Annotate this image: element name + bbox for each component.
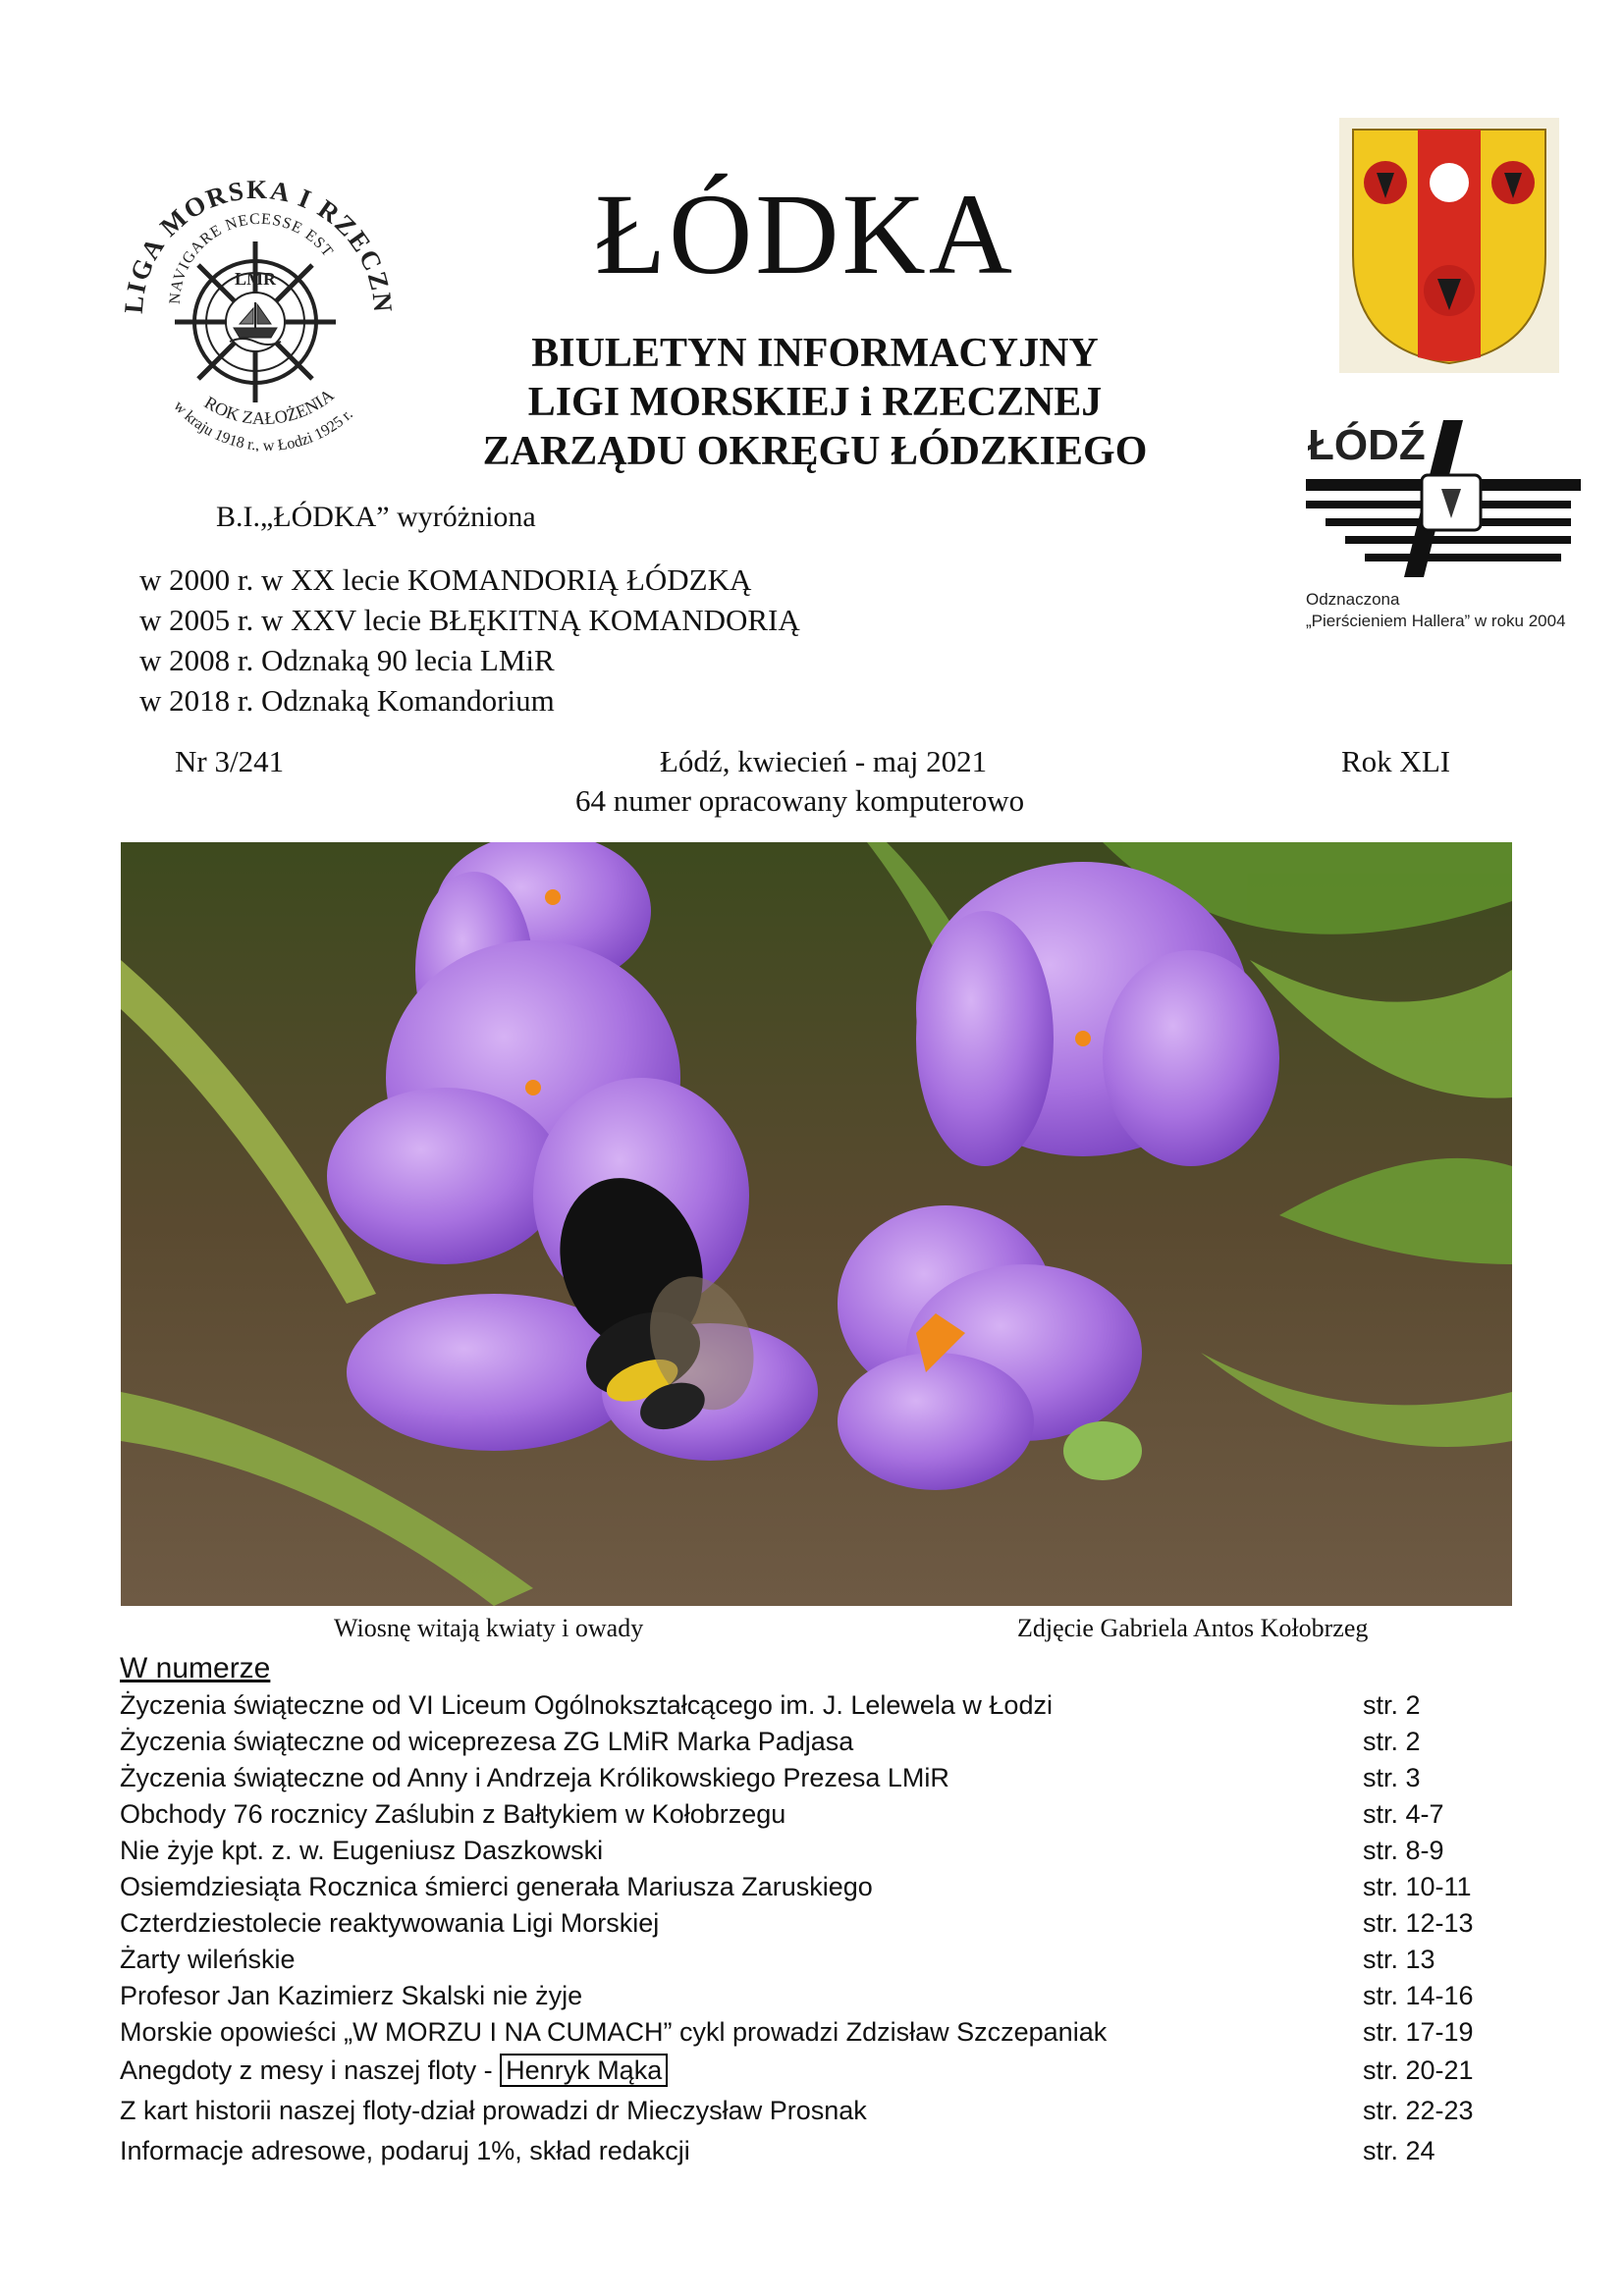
lodz-logo-city: ŁÓDŹ xyxy=(1308,421,1426,469)
issue-number: Nr 3/241 xyxy=(175,744,285,778)
contents-page: str. 13 xyxy=(1363,1945,1435,1974)
award-heading: B.I.„ŁÓDKA” wyróżniona xyxy=(216,501,536,533)
publication-title: ŁÓDKA xyxy=(595,170,1015,298)
issue-place-date: Łódź, kwiecień - maj 2021 xyxy=(660,744,988,778)
contents-title: Żarty wileńskie xyxy=(120,1945,296,1974)
award-item: w 2000 r. w XX lecie KOMANDORIĄ ŁÓDZKĄ xyxy=(139,562,752,597)
logo-motto: NAVIGARE NECESSE EST xyxy=(166,210,337,305)
award-item: w 2018 r. Odznaką Komandorium xyxy=(139,683,555,718)
contents-page: str. 17-19 xyxy=(1363,2017,1474,2047)
publication-subtitle xyxy=(373,329,1257,476)
issue-subline: 64 numer opracowany komputerowo xyxy=(575,783,1025,818)
contents-row xyxy=(120,2131,1494,2171)
contents-row xyxy=(120,1905,1494,1942)
contents-page: str. 8-9 xyxy=(1363,1836,1444,1865)
contents-title: Profesor Jan Kazimierz Skalski nie żyje xyxy=(120,1981,583,2010)
contents-row xyxy=(120,1978,1494,2014)
contents-row xyxy=(120,1796,1494,1833)
contents-row xyxy=(120,2014,1494,2051)
contents-row xyxy=(120,2051,1494,2091)
contents-title: Osiemdziesiąta Rocznica śmierci generała Mariusza Zaruskiego xyxy=(120,1872,873,1901)
award-item: w 2005 r. w XXV lecie BŁĘKITNĄ KOMANDORIĄ xyxy=(139,603,800,637)
contents-page: str. 4-7 xyxy=(1363,1799,1444,1829)
contents-title: Informacje adresowe, podaruj 1%, skład redakcji xyxy=(120,2136,690,2165)
subtitle-line: ZARZĄDU OKRĘGU ŁÓDZKIEGO xyxy=(482,429,1148,474)
contents-row xyxy=(120,2091,1494,2131)
contents-page: str. 20-21 xyxy=(1363,2056,1474,2085)
contents-page: str. 22-23 xyxy=(1363,2096,1474,2125)
contents-title: Nie żyje kpt. z. w. Eugeniusz Daszkowski xyxy=(120,1836,604,1865)
logo-ring-text: LIGA MORSKA I RZECZN xyxy=(118,174,399,315)
contents-page: str. 12-13 xyxy=(1363,1908,1474,1938)
contents-row xyxy=(120,1833,1494,1869)
award-list xyxy=(139,560,800,721)
logo-bottom-subtext: w kraju 1918 r., w Łodzi 1925 r. xyxy=(170,398,356,452)
contents-title: Życzenia świąteczne od Anny i Andrzeja Królikowskiego Prezesa LMiR xyxy=(120,1763,949,1792)
logo-bottom-text: ROK ZAŁOŻENIA xyxy=(200,385,338,429)
contents-title: Anegdoty z mesy i naszej floty - xyxy=(120,2056,501,2085)
contents-page: str. 14-16 xyxy=(1363,1981,1474,2010)
contents-page: str. 3 xyxy=(1363,1763,1421,1792)
award-item: w 2008 r. Odznaką 90 lecia LMiR xyxy=(139,643,555,677)
contents-title: Morskie opowieści „W MORZU I NA CUMACH” cykl prowadzi Zdzisław Szczepaniak xyxy=(120,2017,1108,2047)
contents-row xyxy=(120,1869,1494,1905)
photo-caption-right: Zdjęcie Gabriela Antos Kołobrzeg xyxy=(1017,1614,1369,1642)
issue-year: Rok XLI xyxy=(1341,744,1451,778)
lodz-haller-logo xyxy=(1296,410,1591,636)
cover-photo xyxy=(121,842,1512,1606)
contents-page: str. 10-11 xyxy=(1363,1872,1472,1901)
svg-text:ROK ZAŁOŻENIA xyxy=(201,385,338,428)
lodz-logo-caption-1: Odznaczona xyxy=(1306,590,1400,609)
voivodeship-crest xyxy=(1339,118,1559,373)
lmr-logo xyxy=(103,128,407,452)
contents-page: str. 2 xyxy=(1363,1690,1421,1720)
contents-row xyxy=(120,1942,1494,1978)
contents-row xyxy=(120,1760,1494,1796)
lodz-logo-caption-2: „Pierścieniem Hallera” w roku 2004 xyxy=(1306,612,1566,630)
subtitle-line: BIULETYN INFORMACYJNY xyxy=(531,331,1099,376)
contents-heading: W numerze xyxy=(120,1652,271,1684)
contents-title: Życzenia świąteczne od wiceprezesa ZG LMiR Marka Padjasa xyxy=(120,1727,854,1756)
contents-title: Z kart historii naszej floty-dział prowadzi dr Mieczysław Prosnak xyxy=(120,2096,867,2125)
photo-caption-left: Wiosnę witają kwiaty i owady xyxy=(334,1614,644,1642)
contents-title: Czterdziestolecie reaktywowania Ligi Morskiej xyxy=(120,1908,660,1938)
contents-row xyxy=(120,1687,1494,1724)
contents-row xyxy=(120,1724,1494,1760)
contents-title: Życzenia świąteczne od VI Liceum Ogólnokształcącego im. J. Lelewela w Łodzi xyxy=(120,1690,1053,1720)
contents-page: str. 24 xyxy=(1363,2136,1435,2165)
contents-title: Obchody 76 rocznicy Zaślubin z Bałtykiem w Kołobrzegu xyxy=(120,1799,786,1829)
subtitle-line: LIGI MORSKIEJ i RZECZNEJ xyxy=(527,380,1103,425)
table-of-contents xyxy=(120,1650,1494,2171)
contents-page: str. 2 xyxy=(1363,1727,1421,1756)
contents-boxed-author: Henryk Mąka xyxy=(500,2054,668,2087)
logo-center-text: LMR xyxy=(235,269,276,289)
